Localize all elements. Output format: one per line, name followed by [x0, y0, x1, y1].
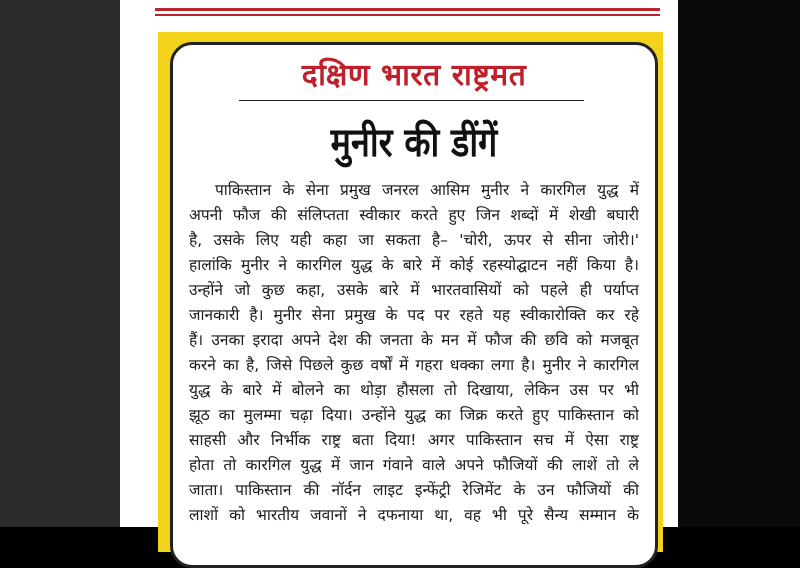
editorial-box	[170, 42, 658, 568]
masthead-divider	[239, 100, 584, 101]
body-line: उन्होंने जो कुछ कहा, उसके बारे में भारतवासियों को पहले ही पर्याप्त	[189, 281, 639, 299]
body-line: हैं। उनका इरादा अपने देश की जनता के मन में फौज की छवि को मजबूत	[189, 331, 639, 349]
masthead-title: दक्षिण भारत राष्ट्रमत	[301, 58, 527, 93]
body-line: जाता। पाकिस्तान की नॉर्दन लाइट इन्फेंट्री रेजिमेंट के उन फौजियों की	[189, 481, 639, 499]
body-line: झूठ का मुलम्मा चढ़ा दिया। उन्होंने युद्ध का जिक्र करते हुए पाकिस्तान को	[189, 406, 639, 424]
body-line: साहसी और निर्भीक राष्ट्र बता दिया! अगर पाकिस्तान सच में ऐसा राष्ट्र	[189, 431, 639, 449]
editorial-headline: मुनीर की डींगें	[330, 120, 498, 166]
body-line: अपनी फौज की संलिप्तता स्वीकार करते हुए जिन शब्दों में शेखी बघारी	[189, 206, 639, 224]
body-line: करने का है, जिसे पिछले कुछ वर्षों में गहरा धक्का लगा है। मुनीर ने कारगिल	[189, 356, 639, 374]
newspaper-page	[120, 0, 678, 527]
body-line: जानकारी है। मुनीर सेना प्रमुख के पद पर रहते यह स्वीकारोक्ति कर रहे	[189, 306, 639, 324]
top-rule	[155, 8, 660, 11]
editorial-body	[189, 178, 639, 528]
body-line: होता तो कारगिल युद्ध में जान गंवाने वाले अपने फौजियों की लाशें तो ले	[189, 456, 639, 474]
body-line: युद्ध के बारे में बोलने का थोड़ा हौसला तो दिखाया, लेकिन उस पर भी	[189, 381, 639, 399]
body-line: पाकिस्तान के सेना प्रमुख जनरल आसिम मुनीर ने कारगिल युद्ध में	[215, 181, 639, 199]
right-background	[678, 0, 800, 527]
body-line: हालांकि मुनीर ने कारगिल युद्ध के बारे में कोई रहस्योद्घाटन नहीं किया है।	[189, 256, 639, 274]
body-line: लाशों को भारतीय जवानों ने दफनाया था, वह भी पूरे सैन्य सम्मान के	[189, 506, 639, 524]
body-line: है, उसके लिए यही कहा जा सकता है– 'चोरी, ऊपर से सीना जोरी।'	[189, 231, 639, 249]
top-rule-secondary	[155, 14, 660, 16]
left-background	[0, 0, 120, 527]
